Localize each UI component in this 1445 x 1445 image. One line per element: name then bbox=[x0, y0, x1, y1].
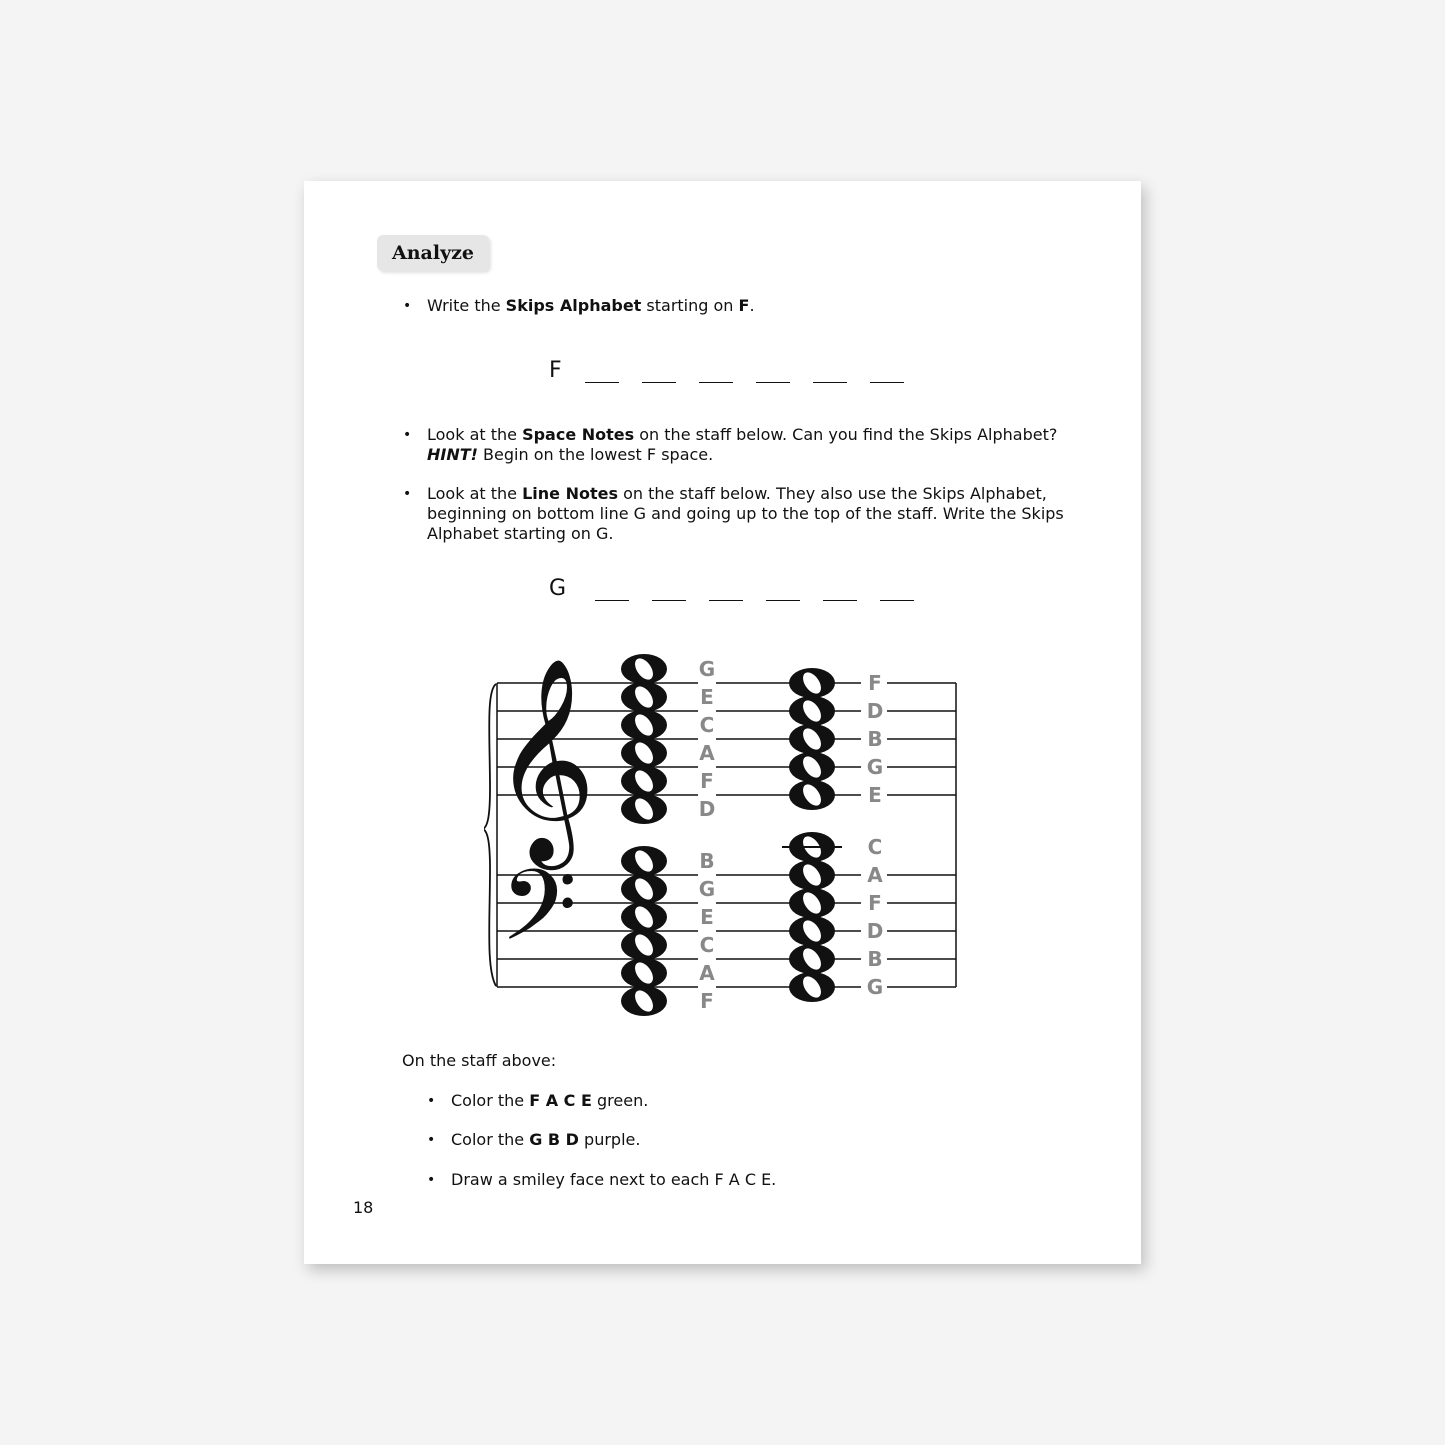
note-label: G bbox=[866, 755, 884, 779]
note-label: E bbox=[700, 685, 714, 709]
answer-blank[interactable] bbox=[823, 600, 857, 601]
answer-blank[interactable] bbox=[756, 382, 790, 383]
skips-write-instruction: • Write the Skips Alphabet starting on F. bbox=[403, 296, 755, 315]
note-label: B bbox=[699, 849, 715, 873]
note-label: D bbox=[866, 699, 884, 723]
note-label: C bbox=[699, 933, 715, 957]
color-face-instruction: • Color the F A C E green. bbox=[427, 1091, 649, 1110]
answer-blank[interactable] bbox=[652, 600, 686, 601]
start-letter-f: F bbox=[549, 358, 562, 383]
note-label: G bbox=[866, 975, 884, 999]
bullet-dot: • bbox=[427, 1132, 436, 1148]
answer-blank[interactable] bbox=[699, 382, 733, 383]
note-heads bbox=[621, 654, 842, 1016]
note-label: F bbox=[868, 891, 882, 915]
note-label: F bbox=[700, 769, 714, 793]
answer-blank[interactable] bbox=[642, 382, 676, 383]
space-notes-instruction: • Look at the Space Notes on the staff below. Can you find the Skips Alphabet? HINT! Begin on the lowest F space. bbox=[403, 425, 1058, 464]
note-label: F bbox=[868, 671, 882, 695]
answer-blank[interactable] bbox=[880, 600, 914, 601]
note-label: D bbox=[698, 797, 716, 821]
note-label: C bbox=[867, 835, 883, 859]
note-label: A bbox=[699, 961, 715, 985]
note-label: E bbox=[700, 905, 714, 929]
note-label: D bbox=[866, 919, 884, 943]
section-badge: Analyze bbox=[377, 235, 489, 271]
note-label: F bbox=[700, 989, 714, 1013]
line-notes-instruction: • Look at the Line Notes on the staff below. They also use the Skips Alphabet, beginning on bottom line G and going up to the top of the staff. Write the Skips Alphabet starting on G. bbox=[403, 484, 1064, 543]
answer-blank[interactable] bbox=[870, 382, 904, 383]
worksheet-page bbox=[304, 181, 1141, 1264]
note-label: A bbox=[699, 741, 715, 765]
note-label: G bbox=[698, 877, 716, 901]
answer-blank[interactable] bbox=[709, 600, 743, 601]
skips-f-answer-row bbox=[549, 358, 562, 384]
bullet-dot: • bbox=[403, 486, 412, 502]
answer-blank[interactable] bbox=[813, 382, 847, 383]
bullet-dot: • bbox=[427, 1093, 436, 1109]
note-label: G bbox=[698, 657, 716, 681]
bullet-dot: • bbox=[403, 427, 412, 443]
smiley-instruction: • Draw a smiley face next to each F A C E. bbox=[427, 1170, 777, 1189]
bullet-dot: • bbox=[403, 298, 412, 314]
treble-clef-icon: 𝄞 bbox=[492, 656, 597, 861]
hint-label: HINT! bbox=[427, 445, 478, 464]
page-number: 18 bbox=[353, 1198, 374, 1217]
color-gbd-instruction: • Color the G B D purple. bbox=[427, 1130, 641, 1149]
followup-intro: On the staff above: bbox=[402, 1051, 557, 1070]
skips-g-answer-row bbox=[549, 576, 566, 602]
note-label: B bbox=[867, 947, 883, 971]
note-label: B bbox=[867, 727, 883, 751]
grand-staff bbox=[484, 629, 964, 1021]
answer-blank[interactable] bbox=[585, 382, 619, 383]
answer-blank[interactable] bbox=[595, 600, 629, 601]
note-label: A bbox=[867, 863, 883, 887]
bullet-dot: • bbox=[427, 1172, 436, 1188]
answer-blank[interactable] bbox=[766, 600, 800, 601]
bass-clef-icon: 𝄢 bbox=[500, 849, 578, 988]
note-label: E bbox=[868, 783, 882, 807]
start-letter-g: G bbox=[549, 576, 567, 601]
note-label: C bbox=[699, 713, 715, 737]
